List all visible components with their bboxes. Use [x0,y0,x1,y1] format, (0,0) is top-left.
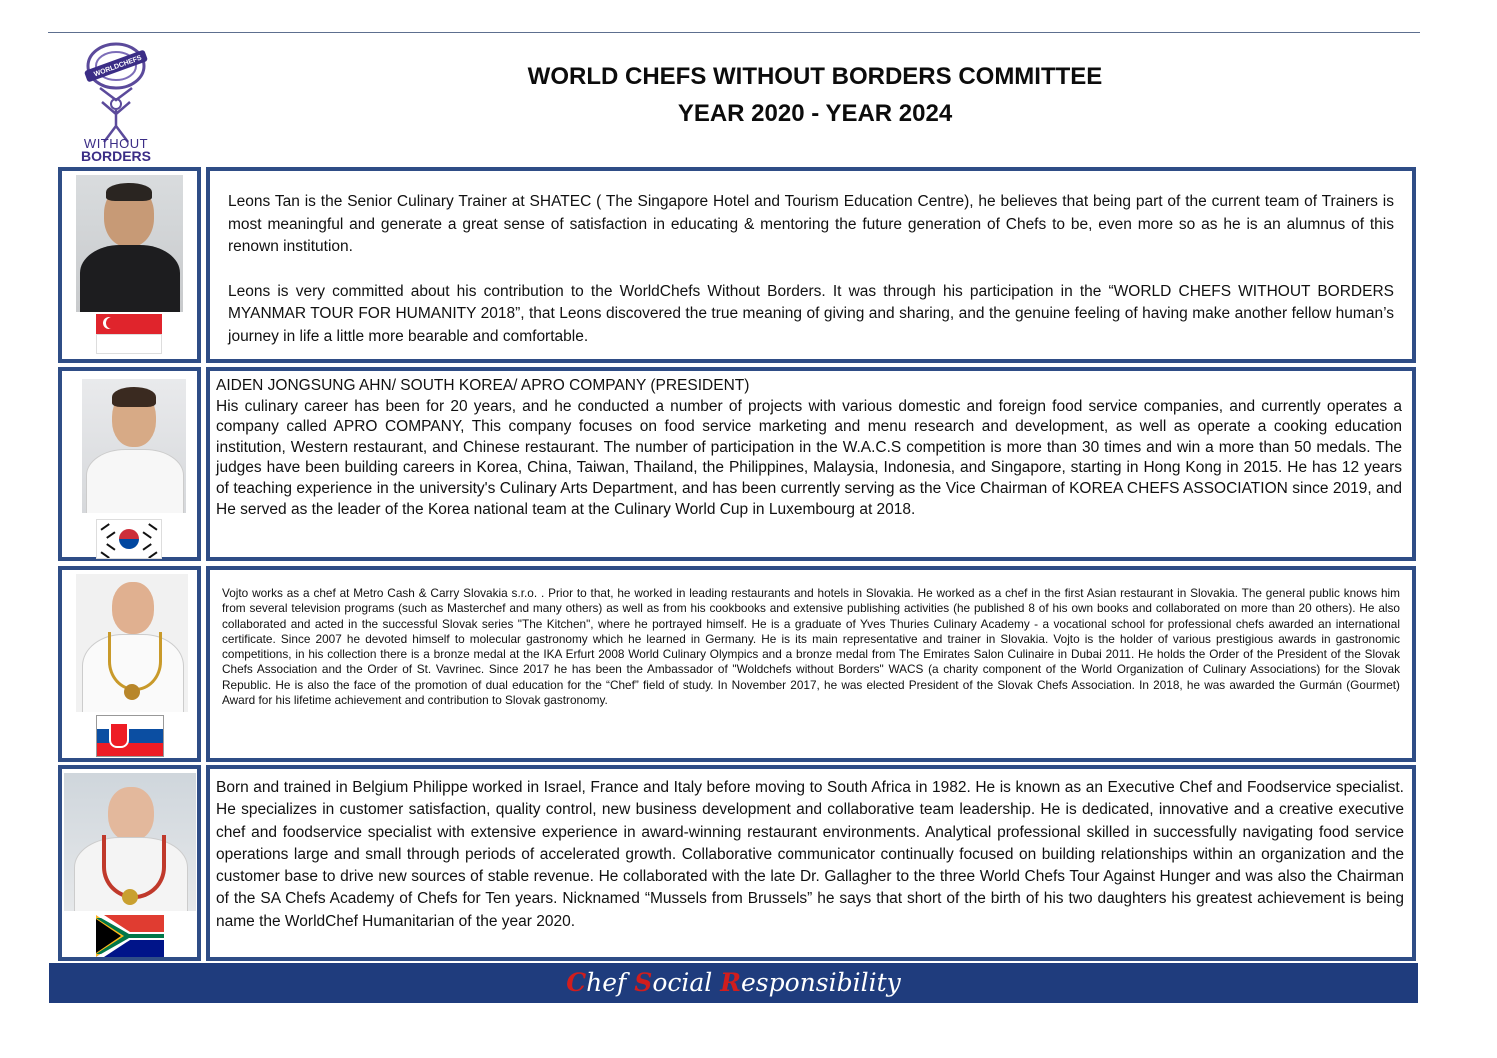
bio-paragraph: Leons Tan is the Senior Culinary Trainer at SHATEC ( The Singapore Hotel and Tourism Education Centre), he believes that being part of the current team of Trainers is most meaningful and generate a great sense of satisfaction in educating & mentoring the future generation of Chefs to be, even more so as he is an alumnus of this renown institution. [228,193,1394,255]
bio-panel-vojto [206,566,1416,762]
bio-paragraph: Born and trained in Belgium Philippe worked in Israel, France and Italy before moving to South Africa in 1982. He is known as an Executive Chef and Foodservice specialist. He specializes in customer satisfaction, quality control, new business development and collaborative team leadership. He is dedicated, innovative and a creative executive chef and foodservice specialist with extensive experience in award-winning restaurant environments. Analytical professional skilled in successfully navigating food service operations large and small through periods of accelerated growth. Collaborative communicator continually focused on building relationships within an organization and the customer base to drive new sources of stable revenue. He collaborated with the late Dr. Gallagher to the three World Chefs Tour Against Hunger and was also the Chairman of the SA Chefs Academy of Chefs for Ten years. Nicknamed “Mussels from Brussels” he says that short of the birth of his two daughters his greatest achievement is being name the WorldChef Humanitarian of the year 2020. [216,779,1404,930]
top-rule [48,32,1420,33]
member-row-leons [58,167,1416,363]
page-title [330,58,1300,132]
footer-banner [49,963,1418,1003]
photo-panel [58,765,201,961]
photo-panel [58,167,201,363]
flag-singapore-icon [96,314,162,354]
bio-panel-leons [206,167,1416,363]
member-row-philippe [58,765,1416,961]
bio-paragraph: Leons is very committed about his contribution to the WorldChefs Without Borders. It was through his participation in the “WORLD CHEFS WITHOUT BORDERS MYANMAR TOUR FOR HUMANITY 2018”, that Leons discovered the true meaning of giving and sharing, and the genuine feeling of having make another fellow human’s journey in life a little more bearable and comfortable. [228,282,1394,345]
bio-panel-philippe [206,765,1416,961]
flag-south-korea-icon [96,519,162,559]
chef-photo-philippe [64,773,196,911]
bio-panel-aiden [206,367,1416,561]
bio-heading: AIDEN JONGSUNG AHN/ SOUTH KOREA/ APRO COMPANY (PRESIDENT) [216,377,750,394]
footer-slogan: Chef Social Responsibility [566,968,901,997]
logo-worldchefs-text: WORLDCHEFS [93,54,143,79]
member-row-vojto [58,566,1416,762]
title-line-2: YEAR 2020 - YEAR 2024 [677,100,953,127]
logo-without-text: WITHOUT [83,136,149,151]
logo-borders-text: BORDERS [80,148,151,164]
flag-south-africa-icon [96,915,164,957]
photo-panel [58,367,201,561]
flag-slovakia-icon [96,715,164,757]
worldchefs-logo [70,36,162,164]
member-row-aiden [58,367,1416,561]
title-line-1: WORLD CHEFS WITHOUT BORDERS COMMITTEE [527,63,1103,90]
bio-paragraph: Vojto works as a chef at Metro Cash & Carry Slovakia s.r.o. . Prior to that, he worked in leading restaurants and hotels in Slovakia. He worked as a chef in the first Asian restaurant in Slovakia. The general public knows him from several television programs (such as Masterchef and many others) as well as from his cookbooks and extensive publishing activities (he published 8 of his own books and collaborated on more than 20 others). He also collaborated and acted in the successful Slovak series "The Kitchen", where he portrayed himself. He is a graduate of Yves Thuries Culinary Academy - a vocational school for professional chefs awarded an international certificate. Since 2007 he devoted himself to molecular gastronomy which he learned in Germany. He is its main representative and trainer in Slovakia. Vojto is the holder of various prestigious awards in gastronomic competitions, in his collection there is a bronze medal at the IKA Erfurt 2008 World Culinary Olympics and a bronze medal from The Emirates Salon Culinaire in Dubai 2011. He holds the Order of the President of the Slovak Chefs Association and the Order of St. Vavrinec. Since 2017 he has been the Ambassador of "Woldchefs without Borders" WACS (a charity component of the World Organization of Culinary Associations) for the Slovak Republic. He is also the face of the promotion of dual education for the “Chef” field of study. In November 2017, he was elected President of the Slovak Chefs Association. In 2018, he was awarded the Gurmán (Gourmet) Award for his lifetime achievement and contribution to Slovak gastronomy. [222,586,1400,708]
chef-photo-vojto [76,574,188,712]
chef-photo-aiden [82,379,186,513]
bio-paragraph: His culinary career has been for 20 years, and he conducted a number of projects with various domestic and foreign food service companies, and currently operates a company called APRO COMPANY, This company focuses on food service marketing and menu research and development, as well as operate a cooking education institution, Western restaurant, and Chinese restaurant. The number of participation in the W.A.C.S competition is more than 30 times and win a more than 50 medals. The judges have been building careers in Korea, China, Taiwan, Thailand, the Philippines, Malaysia, Indonesia, and Singapore, starting in Hong Kong in 2015. He has 12 years of teaching experience in the university's Culinary Arts Department, and has been currently serving as the Vice Chairman of KOREA CHEFS ASSOCIATION since 2019, and He served as the leader of the Korea national team at the Culinary World Cup in Luxembourg at 2018. [216,397,1402,518]
chef-photo-leons [76,175,183,312]
photo-panel [58,566,201,762]
